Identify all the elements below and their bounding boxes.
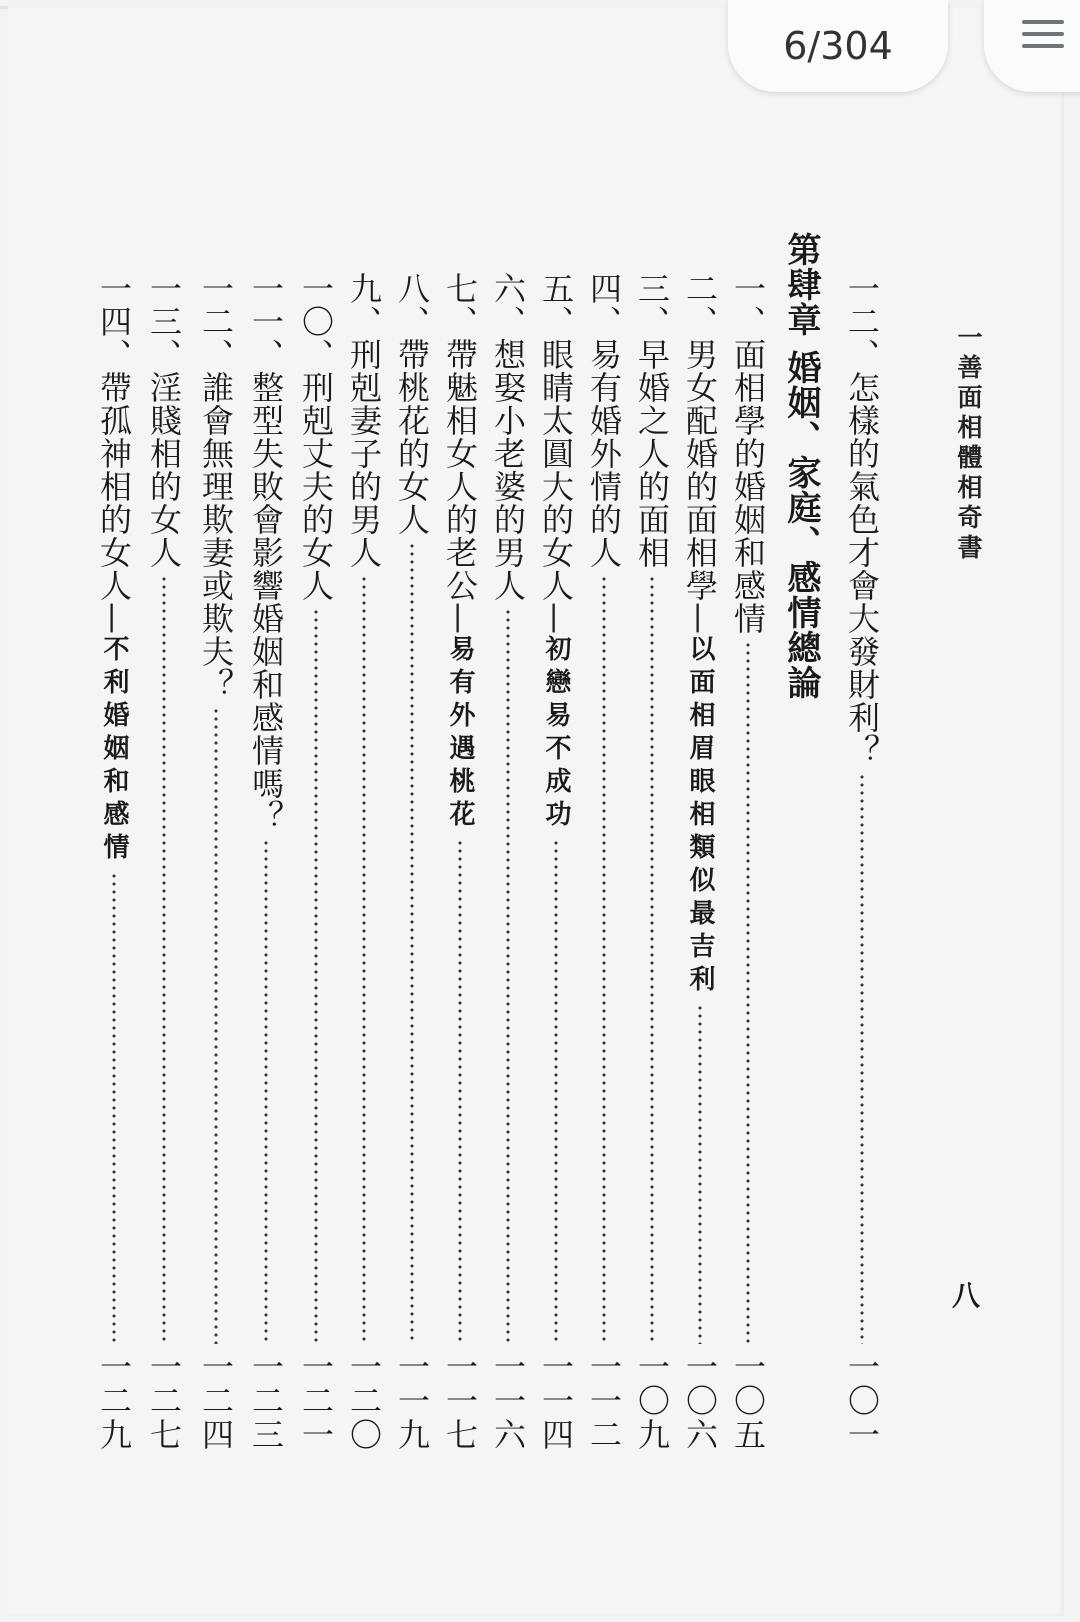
toc-entry[interactable] [194, 272, 238, 1452]
menu-icon [1022, 44, 1064, 48]
toc-entry[interactable] [342, 272, 386, 1452]
toc-entry-subtitle: 以面相眉眼相類似最吉利 [685, 635, 715, 998]
toc-entry-page: 一〇六 [681, 1350, 719, 1452]
dot-leader [506, 608, 510, 1344]
dot-leader [314, 608, 318, 1344]
dot-leader [458, 839, 462, 1344]
toc-entry[interactable] [678, 272, 722, 1452]
toc-entry-page: 一一九 [393, 1350, 431, 1452]
toc-entry-page: 一二七 [145, 1350, 183, 1452]
toc-entry[interactable] [630, 272, 674, 1452]
folio-number: 八 [951, 1279, 980, 1312]
toc-entry-title: 二、男女配婚的面相學— [681, 272, 719, 635]
toc-entry[interactable] [726, 272, 770, 1452]
dot-leader [746, 641, 750, 1344]
toc-entry-title: 一三、淫賤相的女人 [145, 272, 183, 569]
dot-leader [214, 707, 218, 1344]
toc-entry-title: 九、刑剋妻子的男人 [345, 272, 383, 569]
toc-entry-subtitle: 初戀易不成功 [541, 635, 571, 833]
toc-entry-title: 一一、整型失敗會影響婚姻和感情嗎？ [247, 272, 285, 833]
toc-entry-page: 一二四 [197, 1350, 235, 1452]
toc-entry-subtitle: 不利婚姻和感情 [99, 635, 129, 866]
chapter-heading: 第肆章 婚姻、家庭、感情總論 [781, 232, 821, 700]
dot-leader [362, 575, 366, 1344]
toc-entry-title: 一二、誰會無理欺妻或欺夫？ [197, 272, 235, 701]
toc-entry-title: 八、帶桃花的女人 [393, 272, 431, 536]
toc-entry[interactable] [534, 272, 578, 1452]
book-page [8, 6, 1064, 1616]
dot-leader [410, 542, 414, 1344]
toc-entry[interactable] [142, 272, 186, 1452]
dot-leader [860, 773, 864, 1344]
toc-entry-title: 一〇、刑剋丈夫的女人 [297, 272, 335, 602]
toc-entry-page: 一二九 [95, 1350, 133, 1452]
page-indicator[interactable]: 6/304 [728, 0, 948, 92]
toc-entry-title: 一、面相學的婚姻和感情 [729, 272, 767, 635]
dot-leader [650, 575, 654, 1344]
toc-entry-title: 一四、帶孤神相的女人— [95, 272, 133, 635]
dot-leader [554, 839, 558, 1344]
toc-entry[interactable] [92, 272, 136, 1452]
toc-entry-title: 五、眼睛太圓大的女人— [537, 272, 575, 635]
toc-entry[interactable] [294, 272, 338, 1452]
dot-leader [698, 1004, 702, 1344]
running-head: 一善面相體相奇書 [954, 324, 983, 564]
toc-entry[interactable] [582, 272, 626, 1452]
toc-entry-page: 一二三 [247, 1350, 285, 1452]
dot-leader [112, 872, 116, 1344]
dot-leader [162, 575, 166, 1344]
toc-entry-page: 一二〇 [345, 1350, 383, 1452]
toc-entry-page: 一一七 [441, 1350, 479, 1452]
toc-entry[interactable] [438, 272, 482, 1452]
toc-entry-page: 一〇九 [633, 1350, 671, 1452]
toc-entry-page: 一〇一 [843, 1350, 881, 1452]
toc-entry[interactable] [390, 272, 434, 1452]
toc-entry[interactable] [486, 272, 530, 1452]
toc-entry-subtitle: 易有外遇桃花 [445, 635, 475, 833]
toc-entry-page: 一一六 [489, 1350, 527, 1452]
toc-entry-title: 三、早婚之人的面相 [633, 272, 671, 569]
toc-entry-title: 四、易有婚外情的人 [585, 272, 623, 569]
dot-leader [602, 575, 606, 1344]
dot-leader [264, 839, 268, 1344]
toc-entry-page: 一一二 [585, 1350, 623, 1452]
toc-entry-title: 六、想娶小老婆的男人 [489, 272, 527, 602]
toc-entry-page: 一一四 [537, 1350, 575, 1452]
menu-icon [1022, 20, 1064, 24]
menu-icon [1022, 32, 1064, 36]
toc-entry-page: 一二一 [297, 1350, 335, 1452]
toc-entry-title: 七、帶魅相女人的老公— [441, 272, 479, 635]
toc-entry-title: 一二、怎樣的氣色才會大發財利？ [843, 272, 881, 767]
toc-entry[interactable] [244, 272, 288, 1452]
menu-button[interactable] [984, 0, 1080, 92]
toc-entry-page: 一〇五 [729, 1350, 767, 1452]
toc-entry[interactable] [840, 272, 884, 1452]
